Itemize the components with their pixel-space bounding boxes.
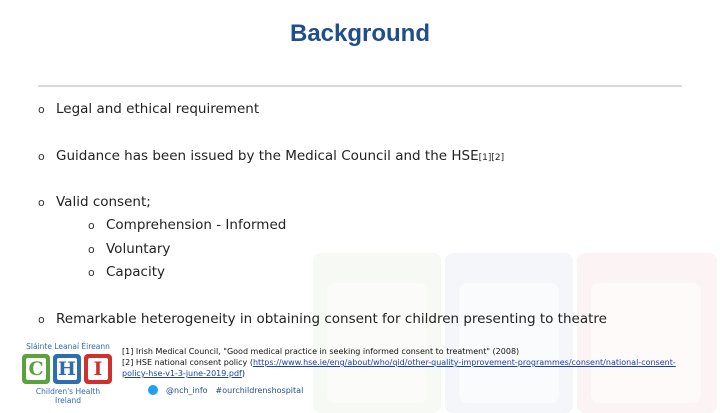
footnote-link[interactable]: https://www.hse.ie/eng/about/who/qid/other-quality-improvement-programmes/consent/national-consent-policy-hse-v1-3-june-2019.pdf [122, 358, 676, 378]
logo-block-i: I [84, 354, 112, 384]
bullet-marker: o [38, 103, 45, 116]
bullet-marker: o [88, 219, 95, 232]
social-line [148, 385, 303, 395]
watermark-block-c [313, 253, 441, 413]
watermark-block-i [577, 253, 717, 413]
bullet-marker: o [88, 243, 95, 256]
bullet-marker: o [38, 150, 45, 163]
bullet-text: Valid consent; [56, 194, 151, 210]
bullet-text: Guidance has been issued by the Medical Council and the HSE [56, 148, 479, 164]
bullet-text: Remarkable heterogeneity in obtaining consent for children presenting to theatre [56, 311, 607, 327]
sub-bullet-item [88, 241, 170, 257]
bullet-item [38, 148, 504, 164]
bullet-marker: o [38, 313, 45, 326]
bullet-item [38, 101, 259, 117]
citation-superscript: [1][2] [478, 153, 505, 163]
logo-block-c: C [22, 354, 50, 384]
bullet-marker: o [88, 266, 95, 279]
chi-logo [22, 342, 114, 405]
title-divider [38, 85, 682, 87]
bullet-text: Legal and ethical requirement [56, 101, 260, 117]
footnote-1: [1] Irish Medical Council, "Good medical practice in seeking informed consent to treatment" (2008) [122, 347, 520, 356]
slide-title: Background [289, 20, 430, 47]
bullet-text: Capacity [106, 264, 165, 280]
logo-top-text: Sláinte Leanaí Éireann [26, 342, 110, 351]
twitter-handle: @nch_info [166, 385, 208, 395]
sub-bullet-item [88, 217, 286, 233]
bullet-item [38, 194, 151, 210]
twitter-icon [148, 385, 158, 395]
bullet-marker: o [38, 196, 45, 209]
bullet-text: Comprehension - Informed [106, 217, 287, 233]
hashtag: #ourchildrenshospital [215, 385, 304, 395]
footnote-2: [2] HSE national consent policy (https://www.hse.ie/eng/about/who/qid/other-quality-improvement-programmes/consent/national-consent-policy-hse-v1-3-june-2019.pdf) [122, 358, 676, 378]
sub-bullet-item [88, 264, 165, 280]
bullet-text: Voluntary [106, 241, 171, 257]
logo-block-h: H [53, 354, 81, 384]
logo-bottom-text: Children's Health Ireland [35, 387, 101, 405]
bullet-item [38, 311, 607, 327]
watermark-block-h [445, 253, 573, 413]
